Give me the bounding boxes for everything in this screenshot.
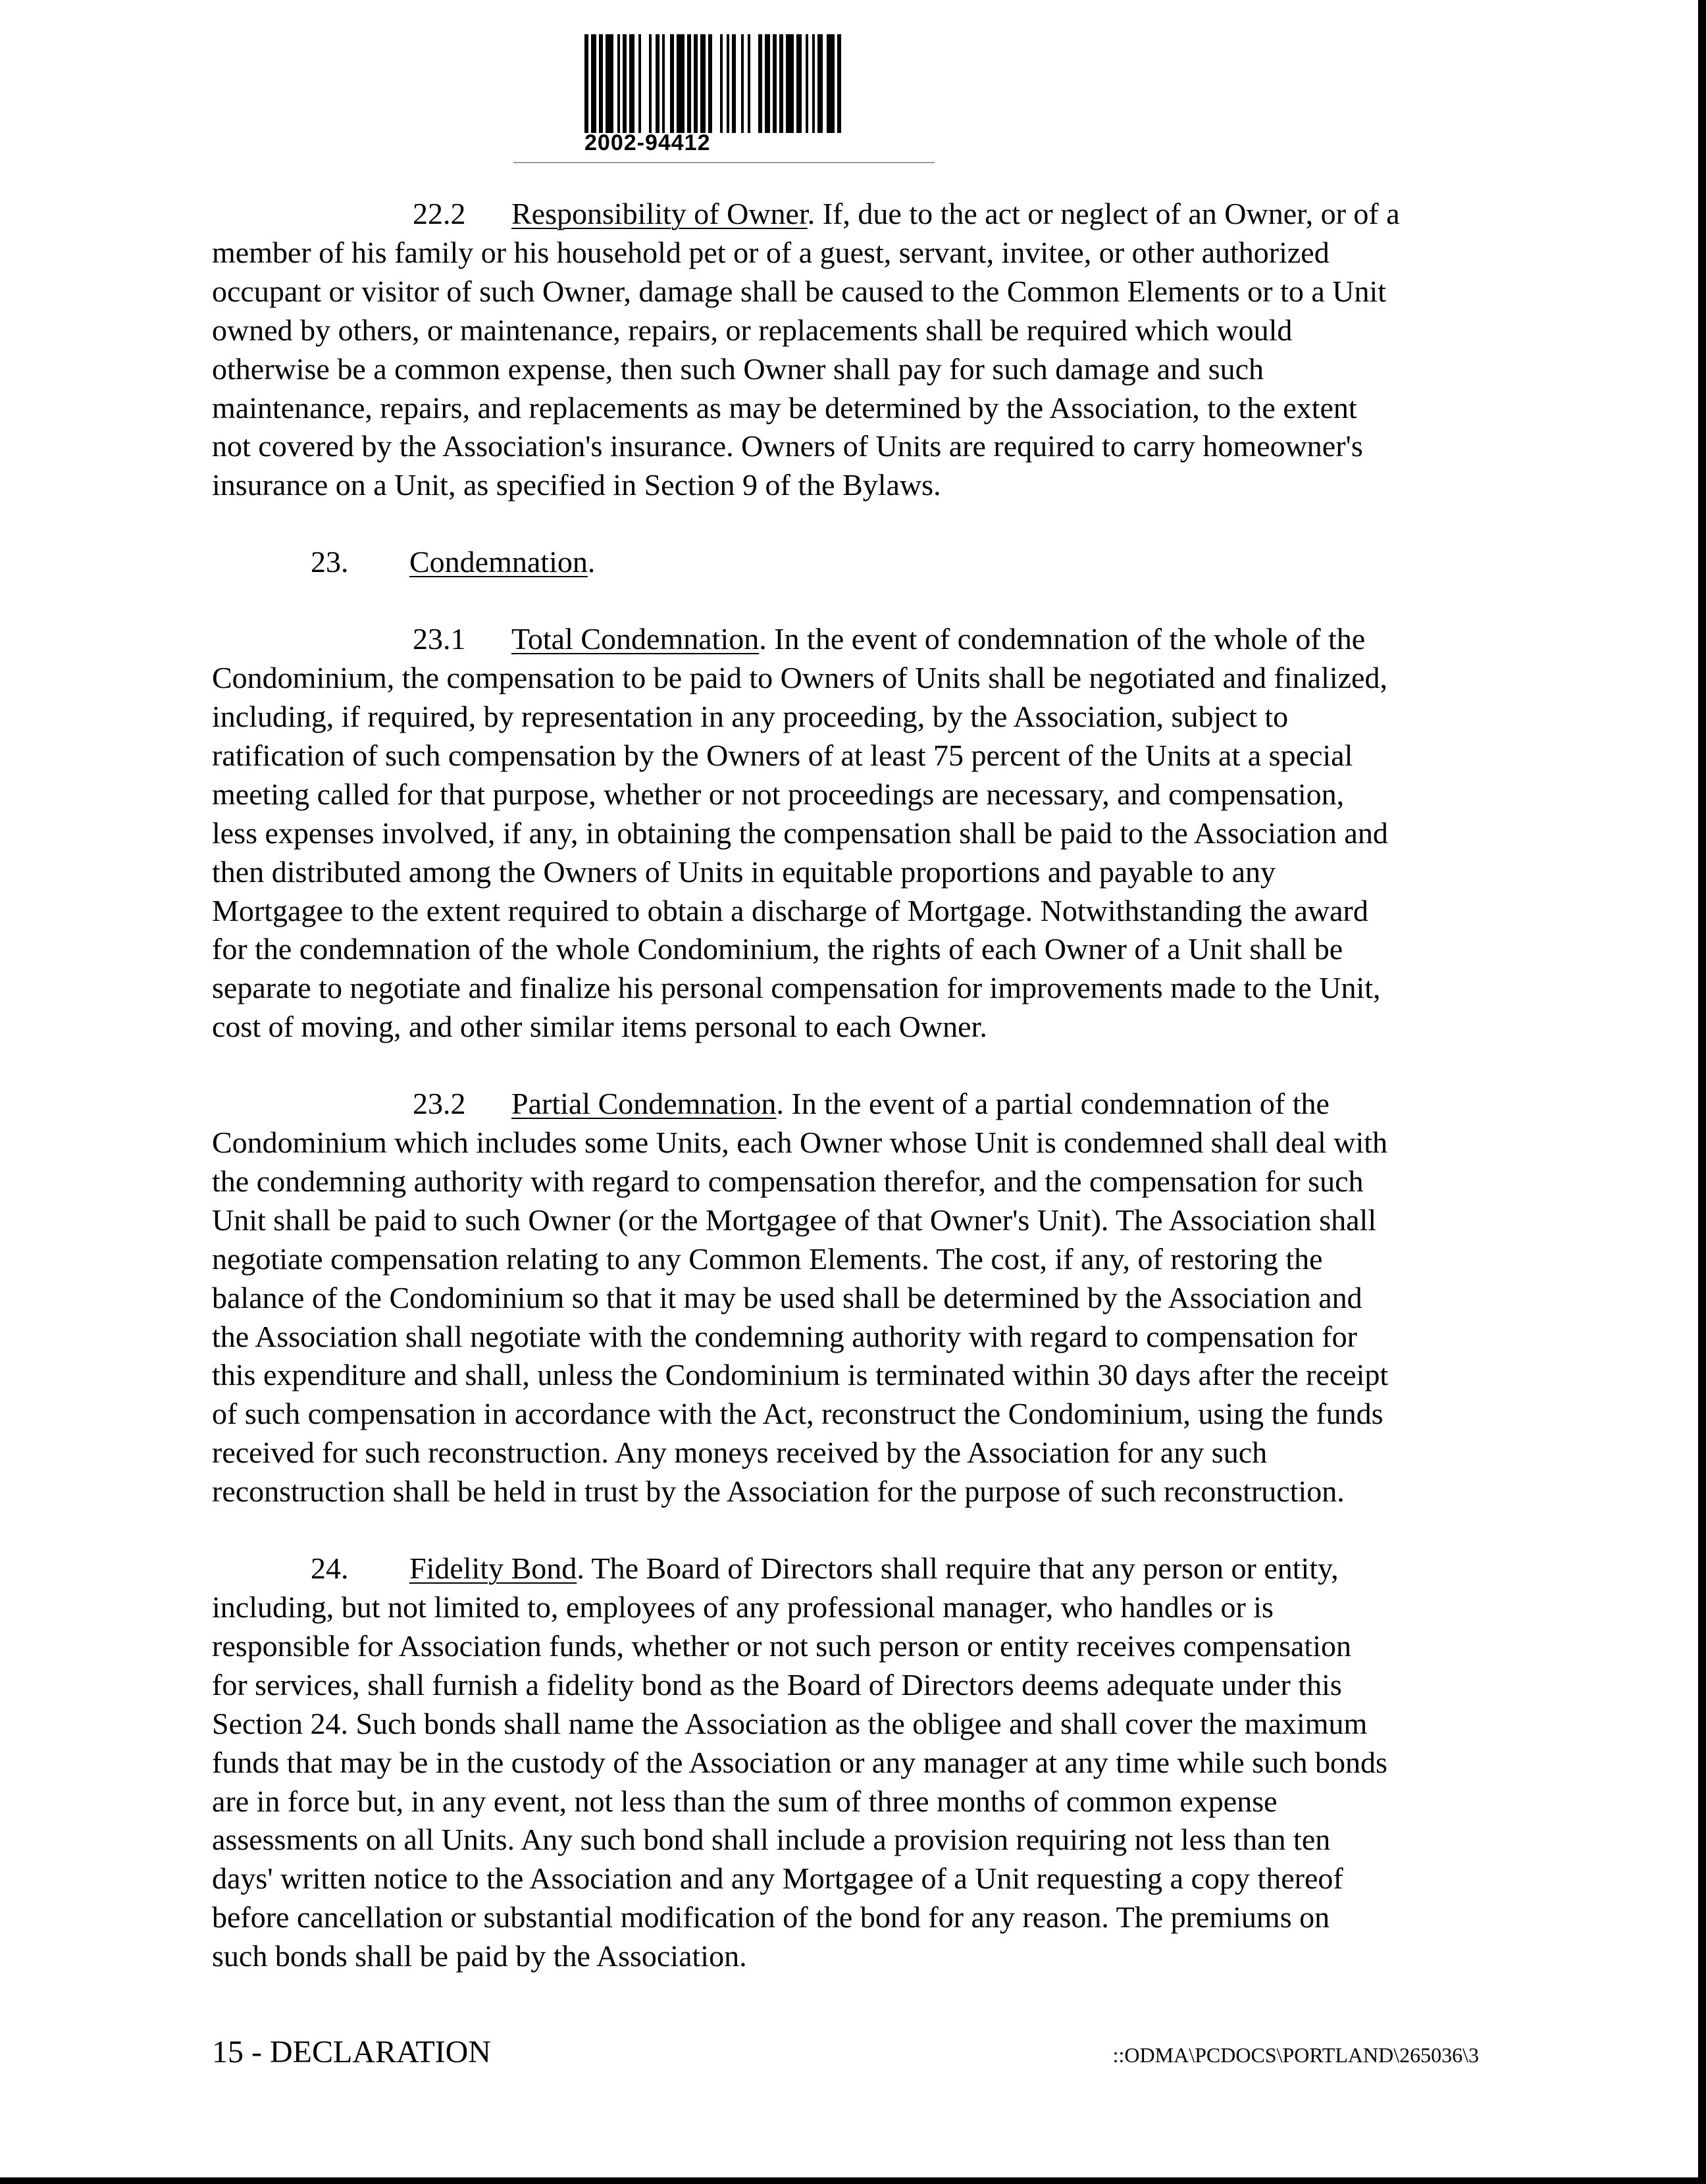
- barcode-bar: [629, 34, 634, 133]
- barcode-bar: [638, 34, 641, 133]
- paragraph-line: including, but not limited to, employees of any professional manager, who handles or is: [212, 1590, 1274, 1624]
- barcode-bar: [677, 34, 685, 133]
- barcode-bar: [708, 34, 712, 133]
- paragraph-line: Section 24. Such bonds shall name the Association as the obligee and shall cover the maximum: [212, 1706, 1368, 1740]
- paragraph-line: owned by others, or maintenance, repairs, or replacements shall be required which would: [212, 313, 1293, 347]
- barcode-bar: [827, 34, 835, 133]
- barcode-bar: [786, 34, 794, 133]
- section-heading: Responsibility of Owner: [511, 197, 808, 230]
- paragraph-line: ratification of such compensation by the Owners of at least 75 percent of the Units at a special: [212, 738, 1353, 772]
- paragraph-line: the Association shall negotiate with the condemning authority with regard to compensation for: [212, 1319, 1357, 1353]
- paragraph-text: . The Board of Directors shall require that any person or entity,: [577, 1551, 1339, 1586]
- barcode-bar: [837, 34, 841, 133]
- section-number: 22.2: [413, 197, 466, 230]
- paragraph-line: such bonds shall be paid by the Association.: [212, 1939, 747, 1973]
- paragraph-line: meeting called for that purpose, whether or not proceedings are necessary, and compensation,: [212, 777, 1345, 811]
- section-heading: Total Condemnation: [511, 622, 760, 656]
- paragraph-line: including, if required, by representation in any proceeding, by the Association, subject to: [212, 699, 1289, 733]
- section-heading: Fidelity Bond: [409, 1551, 577, 1586]
- barcode-number: 2002-94412: [584, 130, 711, 155]
- paragraph-line: [212, 195, 1528, 234]
- paragraph-text: . If, due to the act or neglect of an Owner, or of a: [807, 197, 1400, 230]
- paragraph-line: [212, 620, 1528, 659]
- barcode-bar: [591, 34, 596, 133]
- section-22-2: [212, 195, 1528, 505]
- barcode-bar: [670, 34, 674, 133]
- paragraph-text: .: [587, 545, 596, 579]
- barcode-bar: [623, 34, 627, 133]
- section-23-1: [212, 620, 1528, 1047]
- barcode-bar: [584, 34, 588, 133]
- paragraph-line: Mortgagee to the extent required to obtain a discharge of Mortgage. Notwithstanding the award: [212, 893, 1368, 927]
- paragraph-line: Condominium, the compensation to be paid to Owners of Units shall be negotiated and finalized,: [212, 661, 1387, 695]
- paragraph-line: of such compensation in accordance with the Act, reconstruct the Condominium, using the funds: [212, 1397, 1383, 1431]
- paragraph-line: member of his family or his household pet or of a guest, servant, invitee, or other authorized: [212, 235, 1330, 269]
- paragraph-line: [212, 1085, 1528, 1124]
- barcode-bar: [720, 34, 723, 133]
- barcode-bar: [806, 34, 808, 133]
- paragraph-line: balance of the Condominium so that it may be used shall be determined by the Association and: [212, 1280, 1362, 1314]
- paragraph-line: occupant or visitor of such Owner, damage shall be caused to the Common Elements or to a Unit: [212, 274, 1387, 308]
- paragraph-line: separate to negotiate and finalize his personal compensation for improvements made to the Unit,: [212, 971, 1381, 1005]
- barcode-bar: [732, 34, 736, 133]
- paragraph-line: not covered by the Association's insurance. Owners of Units are required to carry homeowner's: [212, 429, 1363, 463]
- paragraph-line: days' written notice to the Association and any Mortgagee of a Unit requesting a copy thereof: [212, 1861, 1343, 1896]
- footer-page-label: 15 - DECLARATION: [212, 2035, 491, 2069]
- paragraph-line: this expenditure and shall, unless the Condominium is terminated within 30 days after the receipt: [212, 1358, 1389, 1392]
- barcode-underline: [513, 162, 935, 163]
- barcode-bar: [649, 34, 652, 133]
- barcode-bar: [727, 34, 729, 133]
- paragraph-text: . In the event of condemnation of the whole of the: [759, 622, 1366, 656]
- scan-border-bottom: [0, 2177, 1706, 2184]
- section-number: 23.: [311, 545, 349, 579]
- section-heading: Condemnation: [409, 545, 588, 579]
- paragraph-line: before cancellation or substantial modification of the bond for any reason. The premiums on: [212, 1900, 1330, 1935]
- paragraph-line: then distributed among the Owners of Units in equitable proportions and payable to any: [212, 854, 1276, 889]
- paragraph-line: Condominium which includes some Units, each Owner whose Unit is condemned shall deal with: [212, 1126, 1388, 1160]
- scan-border-right: [1698, 0, 1706, 2184]
- section-number: 23.2: [413, 1087, 466, 1121]
- paragraph-line: received for such reconstruction. Any moneys received by the Association for any such: [212, 1436, 1268, 1470]
- paragraph-line: responsible for Association funds, whether or not such person or entity receives compensation: [212, 1628, 1351, 1663]
- paragraph-line: funds that may be in the custody of the Association or any manager at any time while such bonds: [212, 1745, 1387, 1779]
- section-23-2: [212, 1085, 1528, 1511]
- paragraph-line: maintenance, repairs, and replacements as may be determined by the Association, to the extent: [212, 390, 1357, 425]
- barcode-bar: [796, 34, 802, 133]
- paragraph-line: [212, 1549, 1528, 1588]
- paragraph-line: cost of moving, and other similar items personal to each Owner.: [212, 1010, 987, 1044]
- paragraph-line: for the condemnation of the whole Condominium, the rights of each Owner of a Unit shall be: [212, 932, 1343, 966]
- barcode-bar: [748, 34, 750, 133]
- barcode-bar: [779, 34, 783, 133]
- footer-document-path: ::ODMA\PCDOCS\PORTLAND\265036\3: [1112, 2043, 1479, 2067]
- section-number: 24.: [311, 1551, 349, 1586]
- barcode-bar: [741, 34, 744, 133]
- paragraph-line: insurance on a Unit, as specified in Section 9 of the Bylaws.: [212, 468, 941, 502]
- barcode-bar: [617, 34, 620, 133]
- paragraph-line: for services, shall furnish a fidelity bond as the Board of Directors deems adequate under this: [212, 1667, 1342, 1702]
- section-number: 23.1: [413, 622, 466, 656]
- section-23: [212, 543, 1528, 582]
- barcode: [584, 34, 881, 133]
- section-heading: Partial Condemnation: [511, 1087, 777, 1121]
- paragraph-line: less expenses involved, if any, in obtaining the compensation shall be paid to the Association and: [212, 816, 1388, 850]
- barcode-bar: [758, 34, 762, 133]
- barcode-bar: [817, 34, 823, 133]
- barcode-bar: [765, 34, 770, 133]
- paragraph-line: are in force but, in any event, not less than the sum of three months of common expense: [212, 1784, 1278, 1818]
- barcode-bar: [599, 34, 603, 133]
- barcode-bar: [694, 34, 698, 133]
- barcode-bar: [662, 34, 665, 133]
- paragraph-line: otherwise be a common expense, then such Owner shall pay for such damage and such: [212, 351, 1264, 386]
- paragraph-line: Unit shall be paid to such Owner (or the Mortgagee of that Owner's Unit). The Association shall: [212, 1203, 1377, 1237]
- barcode-bar: [656, 34, 659, 133]
- section-24: [212, 1549, 1528, 1976]
- paragraph-line: the condemning authority with regard to compensation therefor, and the compensation for such: [212, 1164, 1364, 1198]
- paragraph-text: . In the event of a partial condemnation of the: [776, 1087, 1330, 1121]
- paragraph-line: [212, 543, 1528, 582]
- barcode-bar: [773, 34, 777, 133]
- document-body: [212, 195, 1528, 2014]
- barcode-bar: [812, 34, 815, 133]
- barcode-bar: [700, 34, 706, 133]
- paragraph-line: negotiate compensation relating to any Common Elements. The cost, if any, of restoring the: [212, 1241, 1323, 1276]
- barcode-bar: [687, 34, 691, 133]
- paragraph-line: assessments on all Units. Any such bond shall include a provision requiring not less than ten: [212, 1823, 1331, 1857]
- paragraph-line: reconstruction shall be held in trust by the Association for the purpose of such reconstruction.: [212, 1474, 1345, 1509]
- barcode-bar: [606, 34, 613, 133]
